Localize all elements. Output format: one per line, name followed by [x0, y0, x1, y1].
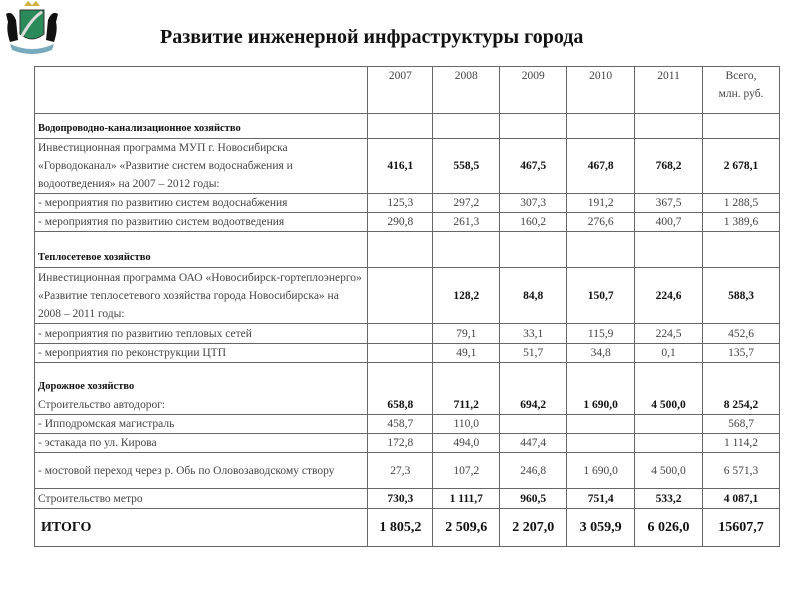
value-cell: 224,6 [635, 268, 703, 324]
value-cell: 0,1 [635, 344, 703, 363]
value-cell: 2 678,1 [703, 139, 780, 194]
value-cell [567, 114, 635, 139]
value-cell: 568,7 [703, 415, 780, 434]
value-cell: 150,7 [567, 268, 635, 324]
value-cell: 751,4 [567, 489, 635, 509]
value-cell [567, 434, 635, 453]
value-cell: 160,2 [500, 213, 567, 232]
table-row [35, 268, 780, 324]
value-cell: 768,2 [635, 139, 703, 194]
table-row [35, 344, 780, 363]
value-cell: 49,1 [433, 344, 500, 363]
value-cell: 730,3 [368, 489, 433, 509]
value-cell: 191,2 [567, 194, 635, 213]
infrastructure-table [34, 66, 780, 547]
value-cell: 1 690,0 [567, 363, 635, 415]
row-label: - мероприятия по реконструкции ЦТП [35, 344, 368, 363]
row-label: - мероприятия по развитию тепловых сетей [35, 324, 368, 344]
value-cell: 261,3 [433, 213, 500, 232]
value-cell: 297,2 [433, 194, 500, 213]
table-row [35, 324, 780, 344]
value-cell: 960,5 [500, 489, 567, 509]
value-cell: 125,3 [368, 194, 433, 213]
value-cell: 290,8 [368, 213, 433, 232]
value-cell: 84,8 [500, 268, 567, 324]
header-year: 2011 [635, 67, 703, 114]
value-cell [368, 324, 433, 344]
value-cell: 467,5 [500, 139, 567, 194]
value-cell: 4 500,0 [635, 363, 703, 415]
table-row [35, 489, 780, 509]
value-cell: 1 111,7 [433, 489, 500, 509]
value-cell: 1 690,0 [567, 453, 635, 489]
header-total [703, 67, 780, 114]
header-total-unit: млн. руб. [718, 88, 764, 100]
table-row [35, 232, 780, 268]
value-cell [703, 114, 780, 139]
value-cell: 115,9 [567, 324, 635, 344]
city-coat-of-arms-logo [2, 0, 62, 56]
value-cell [635, 415, 703, 434]
value-cell [500, 415, 567, 434]
header-row [35, 67, 780, 114]
value-cell [368, 268, 433, 324]
row-label: - эстакада по ул. Кирова [35, 434, 368, 453]
total-value: 3 059,9 [567, 509, 635, 547]
header-year: 2010 [567, 67, 635, 114]
table-row [35, 194, 780, 213]
value-cell: 4 087,1 [703, 489, 780, 509]
value-cell: 494,0 [433, 434, 500, 453]
row-label: Строительство метро [35, 489, 368, 509]
row-label: Инвестиционная программа МУП г. Новосибирска «Горводоканал» «Развитие систем водоснабжения и водоотведения» на 2007 – 2012 годы: [35, 139, 368, 194]
value-cell [433, 114, 500, 139]
value-cell: 416,1 [368, 139, 433, 194]
value-cell: 276,6 [567, 213, 635, 232]
value-cell: 4 500,0 [635, 453, 703, 489]
value-cell [635, 434, 703, 453]
value-cell: 452,6 [703, 324, 780, 344]
value-cell: 467,8 [567, 139, 635, 194]
value-cell [567, 232, 635, 268]
value-cell: 8 254,2 [703, 363, 780, 415]
header-year: 2009 [500, 67, 567, 114]
total-value: 2 509,6 [433, 509, 500, 547]
header-year: 2007 [368, 67, 433, 114]
value-cell [500, 232, 567, 268]
total-value: 6 026,0 [635, 509, 703, 547]
row-label: - Ипподромская магистраль [35, 415, 368, 434]
total-label: ИТОГО [35, 509, 368, 547]
table-row [35, 213, 780, 232]
value-cell: 51,7 [500, 344, 567, 363]
value-cell [703, 232, 780, 268]
page-title: Развитие инженерной инфраструктуры города [160, 26, 584, 48]
value-cell: 1 389,6 [703, 213, 780, 232]
total-value: 1 805,2 [368, 509, 433, 547]
row-label: - мостовой переход через р. Обь по Оловозаводскому створу [35, 453, 368, 489]
header-total-label: Всего, [725, 70, 757, 82]
row-label: - мероприятия по развитию систем водоснабжения [35, 194, 368, 213]
section-label: Водопроводно-канализационное хозяйство [35, 114, 368, 139]
header-empty [35, 67, 368, 114]
value-cell [368, 114, 433, 139]
value-cell: 558,5 [433, 139, 500, 194]
table-row [35, 453, 780, 489]
value-cell: 172,8 [368, 434, 433, 453]
value-cell: 400,7 [635, 213, 703, 232]
value-cell: 658,8 [368, 363, 433, 415]
total-value: 15607,7 [703, 509, 780, 547]
table-row [35, 114, 780, 139]
table-row [35, 415, 780, 434]
value-cell: 34,8 [567, 344, 635, 363]
value-cell: 307,3 [500, 194, 567, 213]
value-cell: 107,2 [433, 453, 500, 489]
value-cell [433, 232, 500, 268]
header-year: 2008 [433, 67, 500, 114]
value-cell [635, 232, 703, 268]
value-cell: 711,2 [433, 363, 500, 415]
table-row [35, 139, 780, 194]
row-label: Инвестиционная программа ОАО «Новосибирск-гортеплоэнерго» «Развитие теплосетевого хозяйства города Новосибирска» на 2008 – 2011 годы: [35, 268, 368, 324]
row-label [35, 363, 368, 415]
value-cell: 694,2 [500, 363, 567, 415]
value-cell: 458,7 [368, 415, 433, 434]
value-cell [368, 232, 433, 268]
section-label: Теплосетевое хозяйство [35, 232, 368, 268]
total-row [35, 509, 780, 547]
value-cell: 1 114,2 [703, 434, 780, 453]
value-cell: 110,0 [433, 415, 500, 434]
value-cell: 27,3 [368, 453, 433, 489]
value-cell: 224,5 [635, 324, 703, 344]
value-cell [567, 415, 635, 434]
value-cell [500, 114, 567, 139]
total-value: 2 207,0 [500, 509, 567, 547]
value-cell: 33,1 [500, 324, 567, 344]
value-cell: 6 571,3 [703, 453, 780, 489]
value-cell [368, 344, 433, 363]
value-cell: 79,1 [433, 324, 500, 344]
value-cell: 588,3 [703, 268, 780, 324]
value-cell: 128,2 [433, 268, 500, 324]
value-cell: 533,2 [635, 489, 703, 509]
value-cell [635, 114, 703, 139]
value-cell: 367,5 [635, 194, 703, 213]
section-label: Дорожное хозяйство [38, 381, 135, 392]
table-row [35, 363, 780, 415]
value-cell: 135,7 [703, 344, 780, 363]
value-cell: 447,4 [500, 434, 567, 453]
table-row [35, 434, 780, 453]
value-cell: 1 288,5 [703, 194, 780, 213]
row-label: - мероприятия по развитию систем водоотведения [35, 213, 368, 232]
value-cell: 246,8 [500, 453, 567, 489]
row-sublabel: Строительство автодорог: [38, 399, 166, 411]
